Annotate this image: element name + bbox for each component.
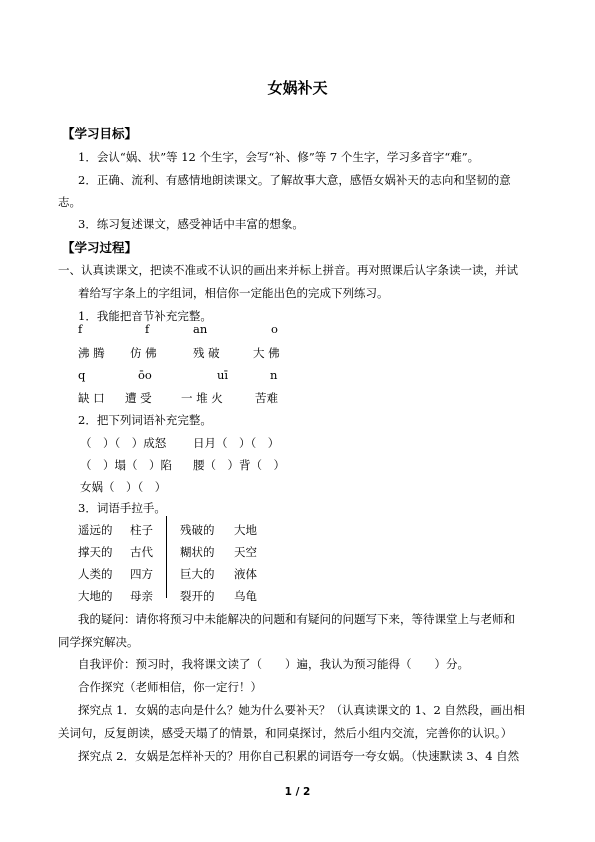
pinyin-4: o — [271, 322, 278, 336]
fill-3: （ ）塌（ ）陷 — [80, 458, 172, 472]
match-left-2a: 撑天的 — [78, 545, 113, 559]
fill-5: 女娲（ ）（ ） — [80, 480, 167, 494]
fill-4: 腰（ ）背（ ） — [193, 458, 285, 472]
word-4: 大 佛 — [253, 346, 280, 360]
process-intro-1: 一、认真读课文，把读不准或不认识的画出来并标上拼音。再对照课后认字条读一读，并试 — [58, 263, 518, 277]
page-number: 1 / 2 — [284, 786, 311, 798]
match-left-3b: 四方 — [130, 567, 153, 581]
match-right-4a: 裂开的 — [180, 589, 215, 603]
match-right-3a: 巨大的 — [180, 567, 215, 581]
match-right-2b: 天空 — [234, 545, 257, 559]
word-7: 一 堆 火 — [181, 391, 223, 405]
explore-1: 探究点 1．女娲的志向是什么？她为什么要补天？（认真读课文的 1、2 自然段，画出相 — [78, 703, 525, 717]
match-left-1b: 柱子 — [130, 523, 153, 537]
match-left-4b: 母亲 — [130, 589, 153, 603]
self-evaluation: 自我评价：预习时，我将课文读了（ ）遍，我认为预习能得（ ）分。 — [78, 657, 469, 671]
word-5: 缺 口 — [78, 391, 105, 405]
goal-2: 2．正确、流利、有感情地朗读课文。了解故事大意，感悟女娲补天的志向和坚韧的意 — [78, 173, 511, 187]
word-6: 遭 受 — [125, 391, 152, 405]
pinyin-7: uī — [217, 368, 229, 382]
match-right-1b: 大地 — [234, 523, 257, 537]
pinyin-6: ōo — [138, 368, 152, 382]
cooperation-heading: 合作探究（老师相信，你一定行！） — [78, 680, 262, 694]
goal-1: 1．会认“娲、状”等 12 个生字，会写“补、修”等 7 个生字，学习多音字“难”。 — [78, 150, 480, 164]
doubt-2: 同学探究解决。 — [58, 635, 139, 649]
explore-1-cont: 关词句，反复朗读，感受天塌了的情景，和同桌探讨，然后小组内交流，完善你的认识。） — [58, 726, 513, 740]
question-2: 2．把下列词语补充完整。 — [78, 413, 212, 427]
match-right-4b: 乌龟 — [234, 589, 257, 603]
match-divider — [166, 516, 167, 598]
match-left-4a: 大地的 — [78, 589, 113, 603]
question-1: 1．我能把音节补充完整。 — [78, 309, 212, 323]
match-right-2a: 糊状的 — [180, 545, 215, 559]
goal-3: 3．练习复述课文，感受神话中丰富的想象。 — [78, 217, 304, 231]
pinyin-3: an — [193, 322, 208, 336]
goals-heading: 【学习目标】 — [62, 126, 138, 141]
word-2: 仿 佛 — [130, 346, 157, 360]
pinyin-8: n — [270, 368, 278, 382]
match-right-3b: 液体 — [234, 567, 257, 581]
page-title: 女娲补天 — [267, 79, 328, 97]
match-right-1a: 残破的 — [180, 523, 215, 537]
doubt-1: 我的疑问：请你将预习中未能解决的问题和有疑问的问题写下来，等待课堂上与老师和 — [78, 612, 515, 626]
word-3: 残 破 — [193, 346, 220, 360]
pinyin-5: q — [78, 368, 86, 382]
pinyin-2: f — [145, 322, 150, 336]
question-3: 3．词语手拉手。 — [78, 501, 166, 515]
explore-2: 探究点 2．女娲是怎样补天的？用你自己积累的词语夸一夸女娲。（快速默读 3、4 自然 — [78, 749, 520, 763]
goal-2-cont: 志。 — [58, 195, 81, 209]
match-left-2b: 古代 — [130, 545, 153, 559]
pinyin-1: f — [78, 322, 83, 336]
fill-1: （ ）（ ）成怒 — [80, 436, 167, 450]
match-left-1a: 遥远的 — [78, 523, 113, 537]
process-intro-2: 着给写字条上的字组词，相信你一定能出色的完成下列练习。 — [78, 286, 389, 300]
fill-2: 日月（ ）（ ） — [193, 436, 280, 450]
word-8: 苦难 — [255, 391, 278, 405]
match-left-3a: 人类的 — [78, 567, 113, 581]
word-1: 沸 腾 — [78, 346, 105, 360]
process-heading: 【学习过程】 — [62, 240, 138, 255]
